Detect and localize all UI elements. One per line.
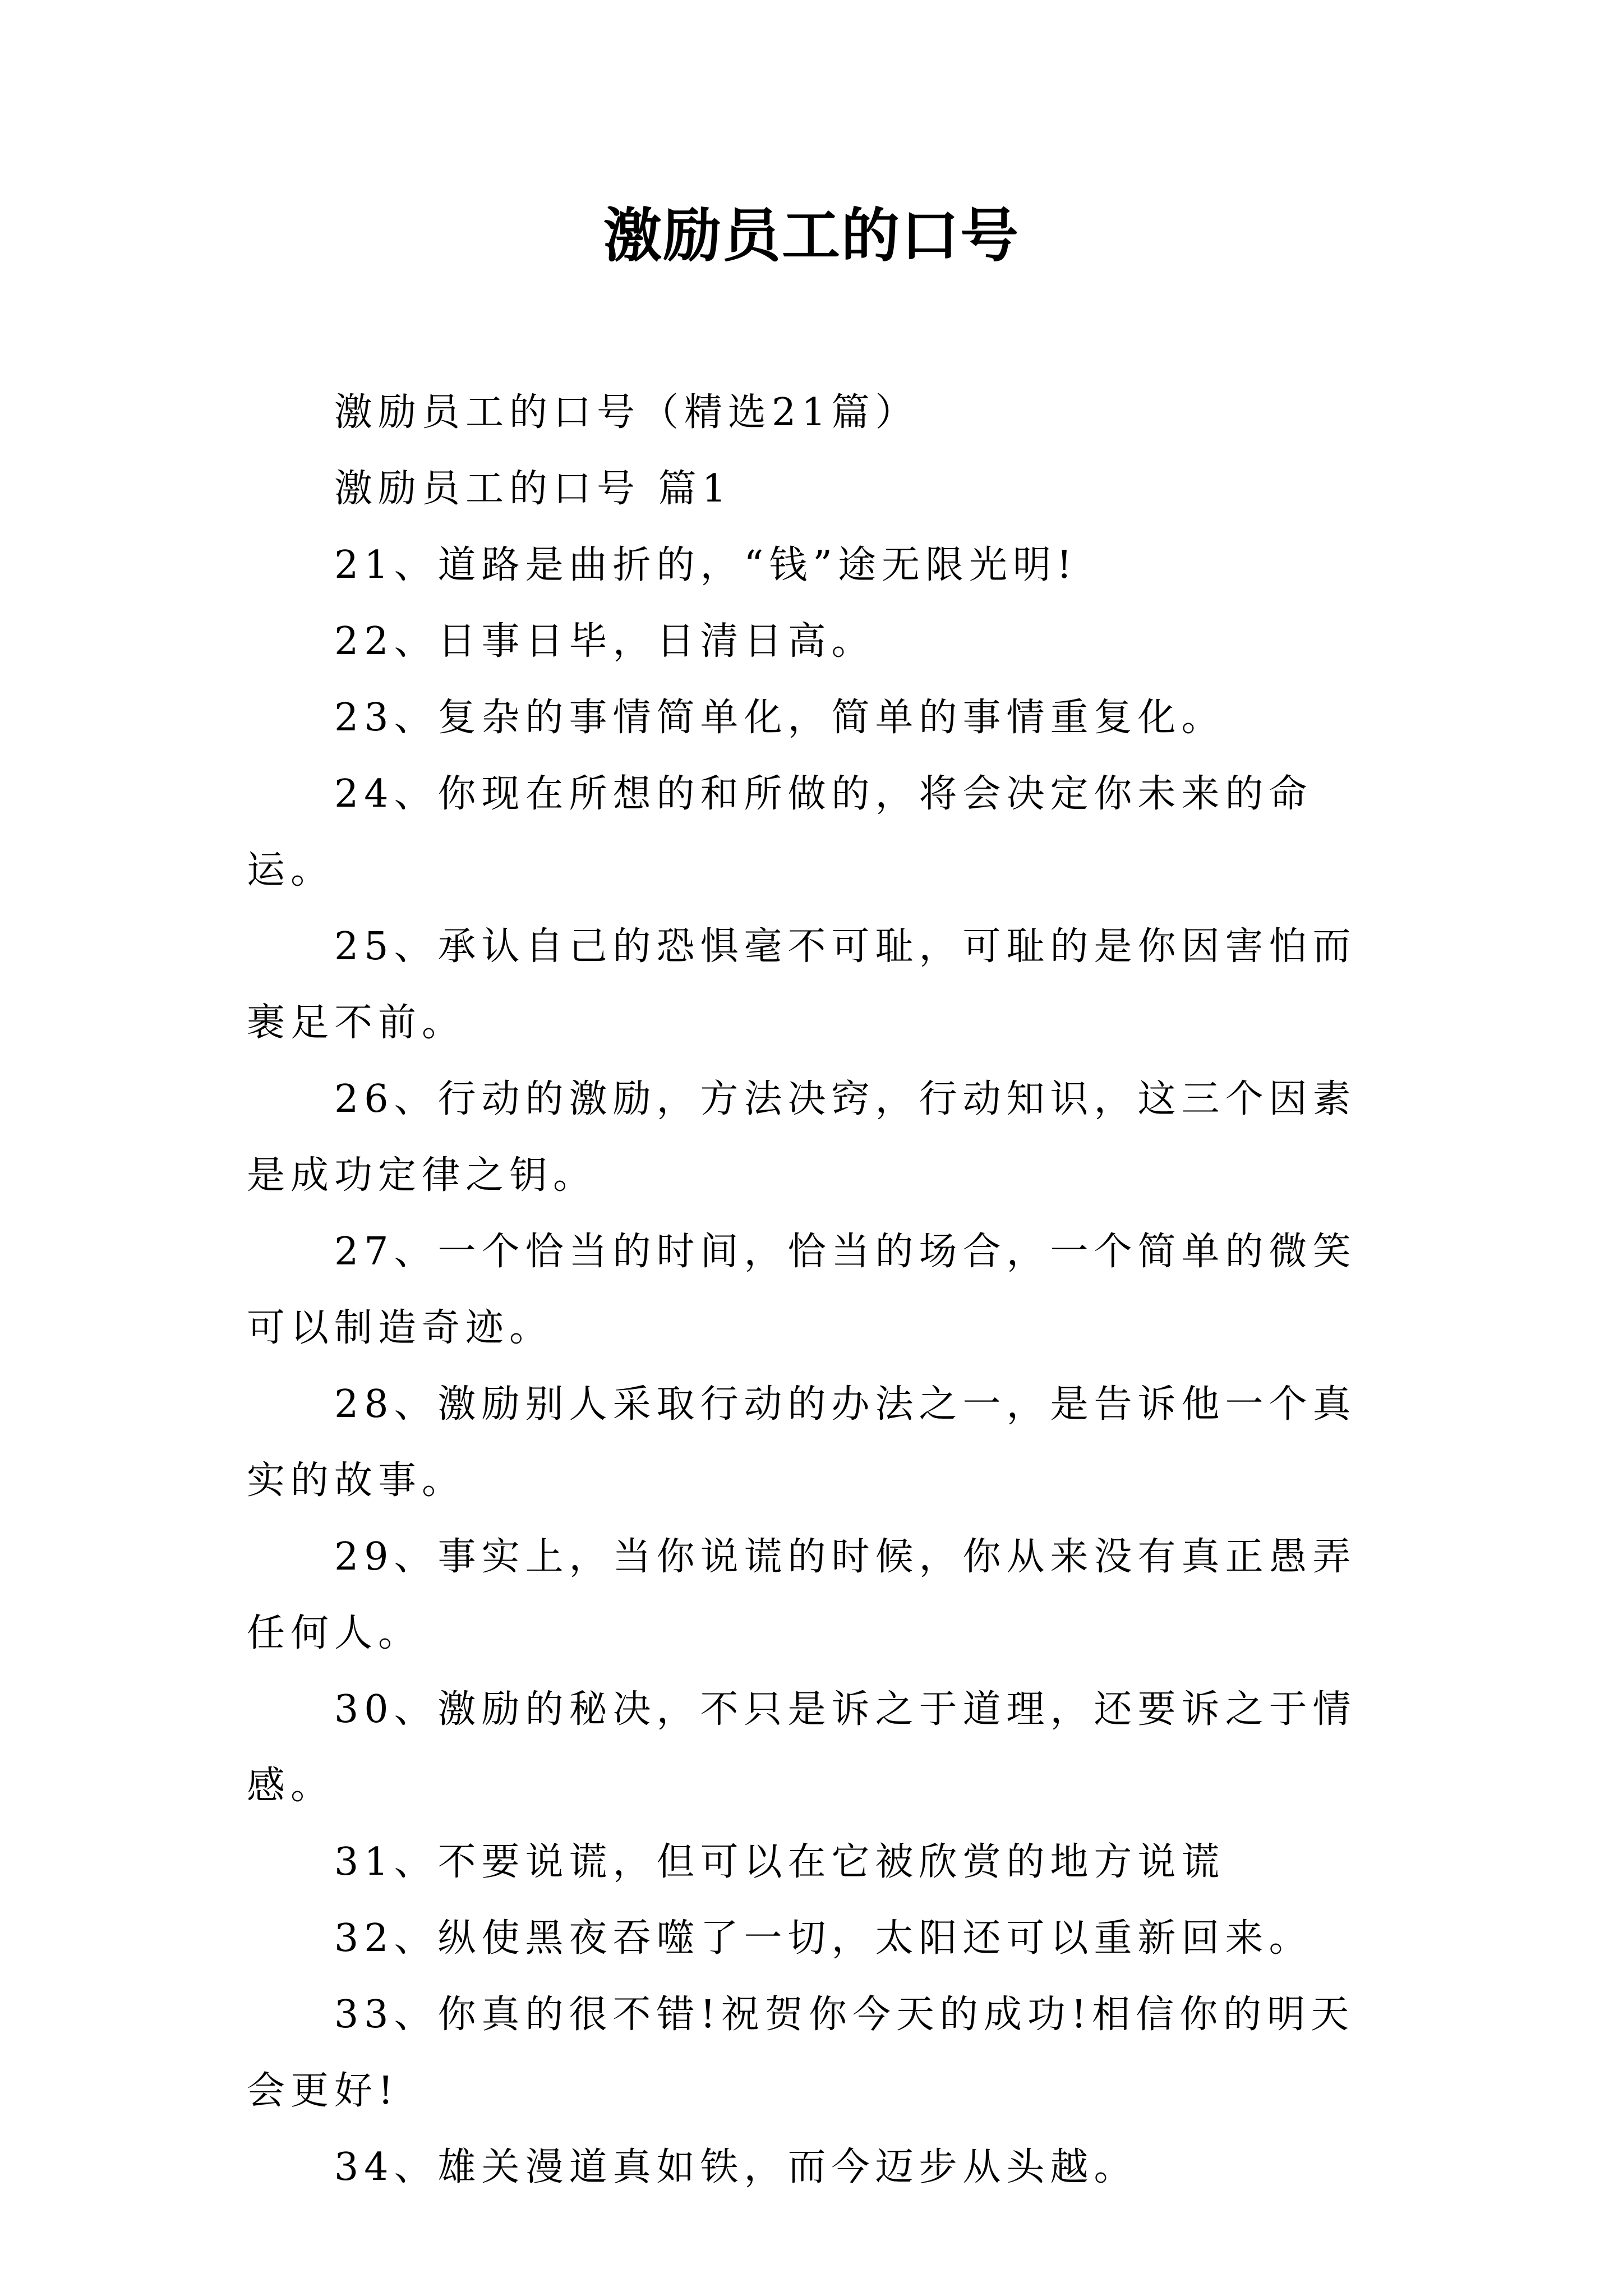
paragraph-section-heading: 激励员工的口号 篇1: [334, 467, 732, 511]
paragraph-slogan-24: 24、你现在所想的和所做的，将会决定你未来的命运。: [247, 772, 1313, 892]
paragraph-slogan-32: 32、纵使黑夜吞噬了一切，太阳还可以重新回来。: [334, 1916, 1313, 1961]
paragraph-slogan-27: 27、一个恰当的时间，恰当的场合，一个简单的微笑可以制造奇迹。: [247, 1230, 1357, 1350]
paragraph-slogan-30: 30、激励的秘决，不只是诉之于道理，还要诉之于情感。: [247, 1687, 1357, 1808]
paragraph-slogan-22: 22、日事日毕，日清日高。: [334, 619, 875, 664]
paragraph-slogan-31: 31、不要说谎，但可以在它被欣赏的地方说谎: [334, 1840, 1225, 1884]
paragraph-slogan-26: 26、行动的激励，方法决窍，行动知识，这三个因素是成功定律之钥。: [247, 1077, 1357, 1198]
paragraph-subtitle: 激励员工的口号（精选21篇）: [334, 390, 919, 435]
paragraph-slogan-34: 34、雄关漫道真如铁，而今迈步从头越。: [334, 2145, 1138, 2189]
paragraph-slogan-21: 21、道路是曲折的，“钱”途无限光明!: [334, 543, 1078, 587]
paragraph-slogan-28: 28、激励别人采取行动的办法之一，是告诉他一个真实的故事。: [247, 1382, 1357, 1503]
paragraph-slogan-33: 33、你真的很不错!祝贺你今天的成功!相信你的明天会更好!: [247, 1993, 1355, 2113]
paragraph-slogan-29: 29、事实上，当你说谎的时候，你从来没有真正愚弄任何人。: [247, 1535, 1357, 1655]
document-title: 激励员工的口号: [603, 201, 1020, 270]
document-body: [247, 375, 1385, 2206]
paragraph-slogan-25: 25、承认自己的恐惧毫不可耻，可耻的是你因害怕而裹足不前。: [247, 924, 1357, 1045]
paragraph-slogan-23: 23、复杂的事情简单化，简单的事情重复化。: [334, 696, 1225, 740]
